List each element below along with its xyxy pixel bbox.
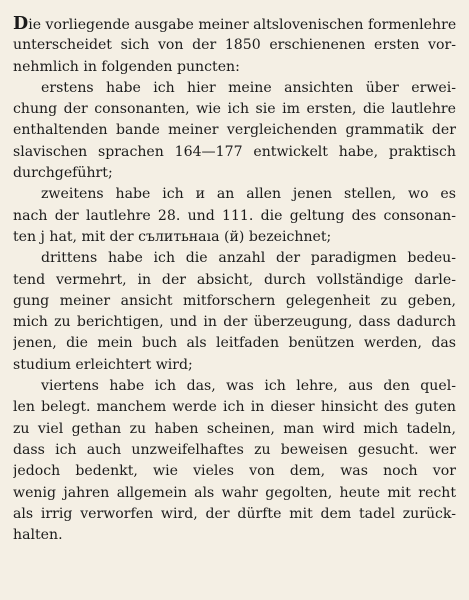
text-line-6: enthaltenden bande meiner vergleichenden grammatik der: [13, 122, 456, 139]
text-line-1: [13, 14, 456, 35]
text-line-25: halten.: [13, 527, 63, 544]
text-line-16: jenen, die mein buch als leitfaden benützen werden, das: [13, 335, 456, 352]
text-line-5: chung der consonanten, wie ich sie im ersten, die lautlehre: [13, 101, 456, 118]
text-line-8: durchgeführt;: [13, 165, 113, 182]
text-line-23: wenig jahren allgemein als wahr gegolten, heute mit recht: [13, 484, 456, 501]
text-line-12: drittens habe ich die anzahl der paradigmen bedeu-: [41, 250, 456, 267]
text-line-18: viertens habe ich das, was ich lehre, aus den quel-: [41, 378, 456, 395]
line-text: ie vorliegende ausgabe meiner altslovenischen formenlehre: [28, 17, 456, 33]
text-line-11: ten j hat, mit der сълитьнаıа (й) bezeichnet;: [13, 228, 332, 245]
text-line-20: zu viel gethan zu haben scheinen, man wird mich tadeln,: [13, 420, 456, 437]
text-line-22: jedoch bedenkt, wie vieles von dem, was noch vor: [13, 463, 456, 480]
text-line-17: studium erleichtert wird;: [13, 356, 193, 373]
text-line-3: nehmlich in folgenden puncten:: [13, 58, 240, 75]
text-line-7: slavischen sprachen 164—177 entwickelt habe, praktisch: [13, 143, 456, 160]
text-line-2: unterscheidet sich von der 1850 erschienenen ersten vor-: [13, 37, 456, 54]
drop-cap: D: [13, 14, 29, 34]
text-line-21: dass ich auch unzweifelhaftes zu beweisen gesucht. wer: [13, 441, 456, 458]
text-line-4: erstens habe ich hier meine ansichten über erwei-: [41, 79, 456, 96]
text-line-13: tend vermehrt, in der absicht, durch vollständige darle-: [13, 271, 456, 288]
text-line-19: len belegt. manchem werde ich in dieser hinsicht des guten: [13, 399, 456, 416]
text-line-10: nach der lautlehre 28. und 111. die geltung des consonan-: [13, 207, 456, 224]
text-line-24: als irrig verworfen wird, der dürfte mit dem tadel zurück-: [13, 505, 456, 522]
text-body: [13, 35, 456, 546]
text-line-14: gung meiner ansicht mitforschern gelegenheit zu geben,: [13, 292, 456, 309]
text-line-15: mich zu berichtigen, und in der überzeugung, dass dadurch: [13, 314, 456, 331]
text-line-9: zweitens habe ich и an allen jenen stellen, wo es: [41, 186, 456, 203]
